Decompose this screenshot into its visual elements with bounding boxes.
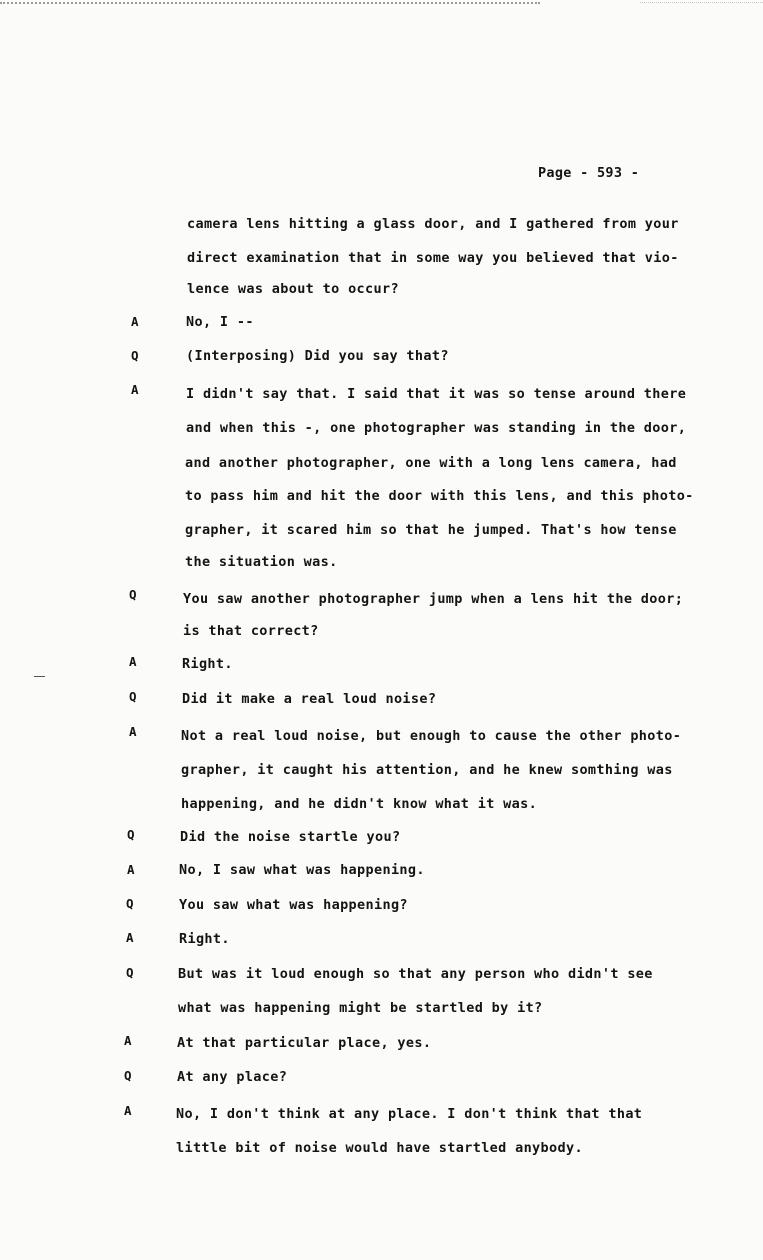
transcript-line: Right. — [179, 931, 230, 947]
transcript-line: No, I don't think at any place. I don't think that that — [176, 1106, 643, 1122]
speaker-answer: A — [124, 1033, 132, 1048]
transcript-line: grapher, it scared him so that he jumped. That's how tense — [185, 522, 677, 538]
top-scan-edge — [0, 2, 540, 4]
speaker-question: Q — [126, 896, 134, 911]
transcript-line: At any place? — [177, 1069, 288, 1085]
transcript-line: You saw what was happening? — [179, 897, 408, 913]
speaker-answer: A — [131, 382, 139, 397]
transcript-line: Not a real loud noise, but enough to cause the other photo- — [181, 728, 682, 744]
transcript-line: is that correct? — [183, 623, 319, 639]
transcript-line: At that particular place, yes. — [177, 1035, 432, 1051]
transcript-line: No, I -- — [186, 314, 254, 330]
transcript-line: happening, and he didn't know what it was. — [181, 796, 538, 812]
speaker-answer: A — [131, 314, 139, 329]
speaker-question: Q — [126, 965, 134, 980]
page-number-header: Page - 593 - — [538, 165, 640, 181]
transcript-line: I didn't say that. I said that it was so tense around there — [186, 386, 687, 402]
speaker-question: Q — [129, 587, 137, 602]
speaker-answer: A — [129, 654, 137, 669]
transcript-line: grapher, it caught his attention, and he knew somthing was — [181, 762, 673, 778]
transcript-line: Did the noise startle you? — [180, 829, 401, 845]
transcript-line: to pass him and hit the door with this lens, and this photo- — [185, 488, 694, 504]
transcript-line: and when this -, one photographer was standing in the door, — [186, 420, 687, 436]
speaker-question: Q — [124, 1068, 132, 1083]
speaker-question: Q — [131, 348, 139, 363]
top-scan-edge-faint — [640, 2, 763, 3]
transcript-line: what was happening might be startled by it? — [178, 1000, 543, 1016]
transcript-line: You saw another photographer jump when a lens hit the door; — [183, 591, 684, 607]
transcript-line: (Interposing) Did you say that? — [186, 348, 449, 364]
transcript-line: No, I saw what was happening. — [179, 862, 425, 878]
transcript-line: the situation was. — [185, 554, 338, 570]
speaker-question: Q — [129, 689, 137, 704]
transcript-line: But was it loud enough so that any person who didn't see — [178, 966, 653, 982]
speaker-answer: A — [129, 724, 137, 739]
transcript-line: little bit of noise would have startled anybody. — [176, 1140, 583, 1156]
transcript-line: Did it make a real loud noise? — [182, 691, 437, 707]
speaker-answer: A — [124, 1103, 132, 1118]
margin-mark — [34, 676, 45, 677]
speaker-answer: A — [126, 930, 134, 945]
transcript-line: direct examination that in some way you believed that vio- — [187, 250, 679, 266]
speaker-question: Q — [127, 827, 135, 842]
transcript-line: and another photographer, one with a long lens camera, had — [185, 455, 677, 471]
speaker-answer: A — [127, 862, 135, 877]
transcript-line: camera lens hitting a glass door, and I gathered from your — [187, 216, 679, 232]
transcript-line: lence was about to occur? — [187, 281, 399, 297]
transcript-line: Right. — [182, 656, 233, 672]
